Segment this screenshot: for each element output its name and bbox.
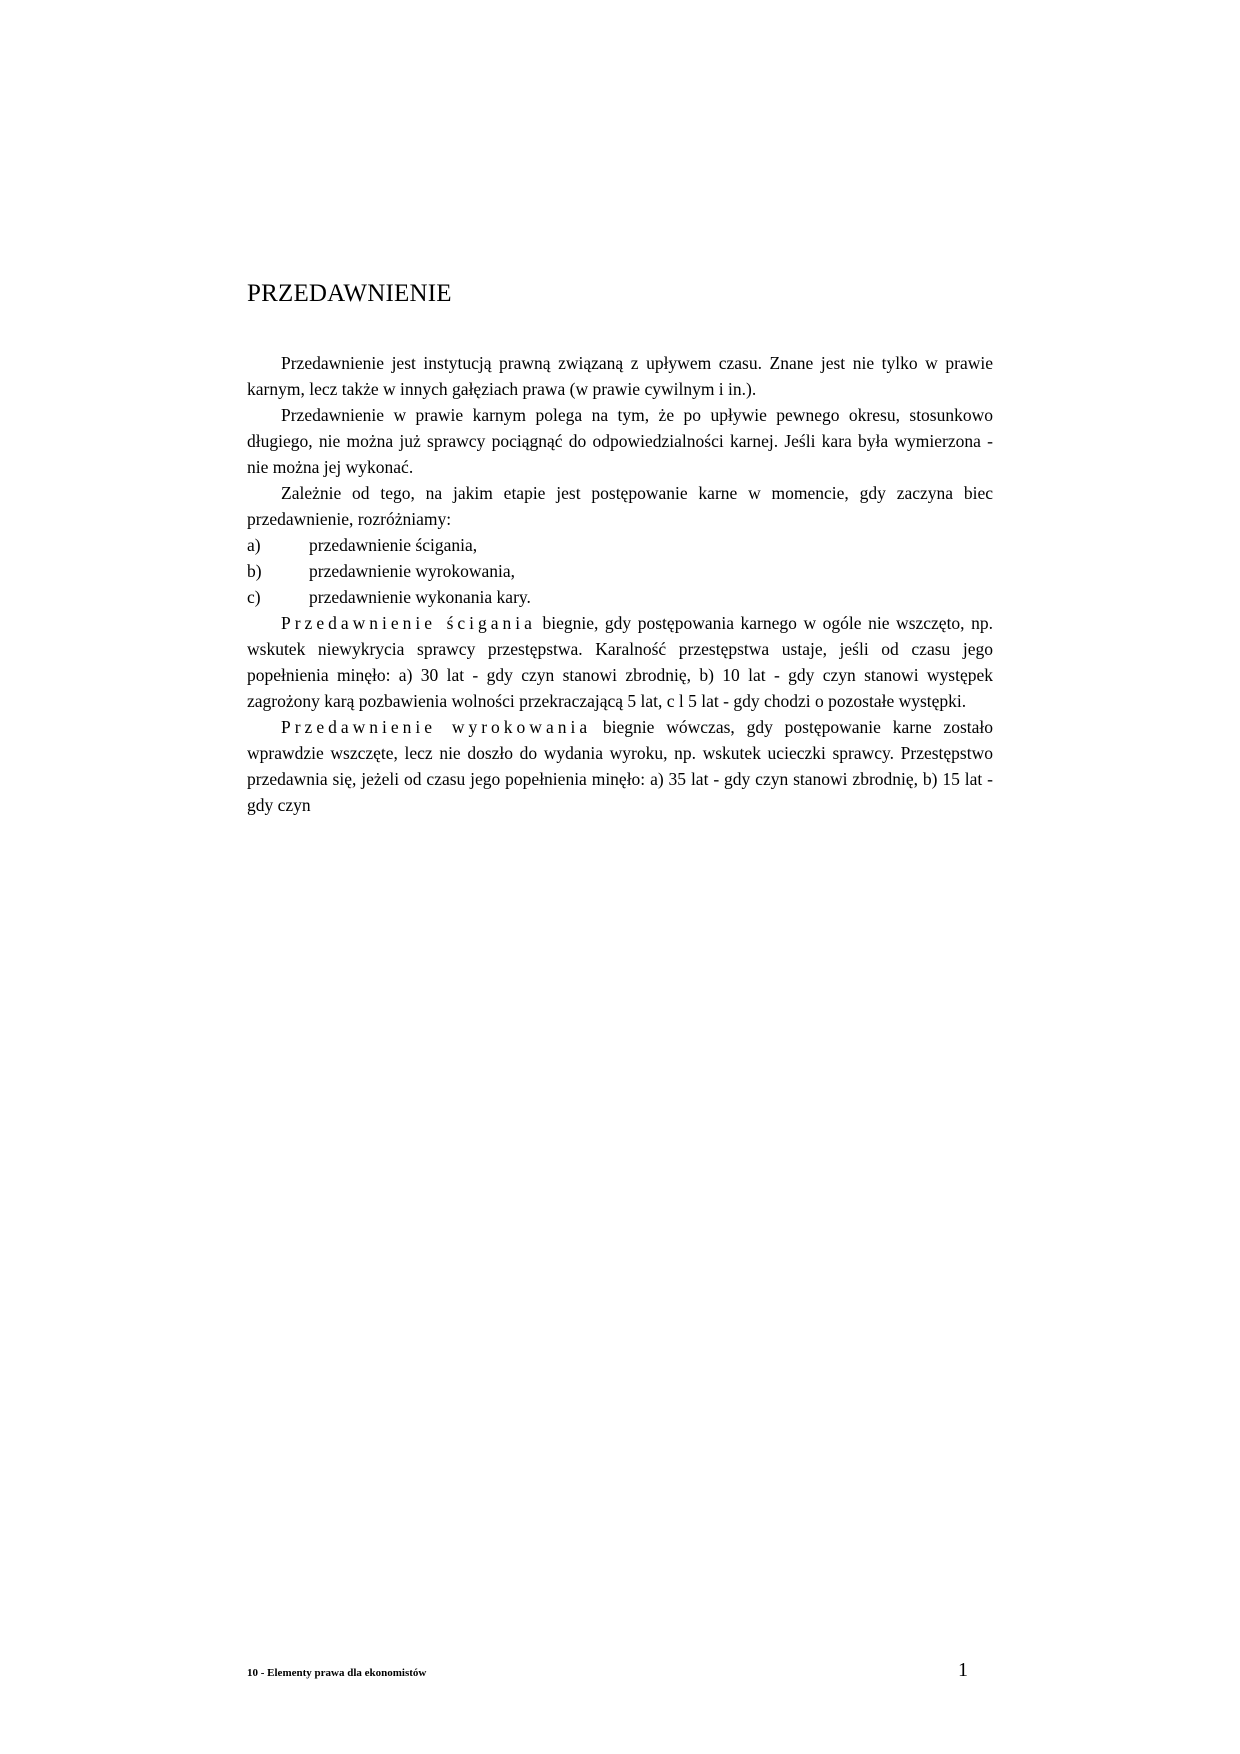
list-item-text: przedawnienie wyrokowania, <box>309 561 516 581</box>
types-list <box>247 532 993 610</box>
list-item-text: przedawnienie wykonania kary. <box>309 587 531 607</box>
footer-title: 10 - Elementy prawa dla ekonomistów <box>247 1667 427 1679</box>
paragraph-prosecution-text: biegnie, gdy postępowania karnego w ogóle nie wszczęto, np. wskutek niewykrycia sprawcy przestępstwa. Karalność przestępstwa ustaje, jeśli od czasu jego popełnienia minęło: a) 30 lat - gdy czyn stanowi zbrodnię, b) 10 lat - gdy czyn stanowi występek zagrożony karą pozbawienia wolności przekraczającą 5 lat, c l 5 lat - gdy chodzi o pozostałe występki. <box>247 613 993 711</box>
list-marker: c) <box>247 587 261 607</box>
list-marker: a) <box>247 535 261 555</box>
term-judgment: Przedawnienie wyrokowania <box>281 717 592 737</box>
paragraph-prosecution <box>247 610 993 714</box>
list-item <box>247 584 993 610</box>
term-prosecution: Przedawnienie ścigania <box>281 613 536 633</box>
paragraph-judgment-text: biegnie wówczas, gdy postępowanie karne zostało wprawdzie wszczęte, lecz nie doszło do wydania wyroku, np. wskutek ucieczki sprawcy. Przestępstwo przedawnia się, jeżeli od czasu jego popełnienia minęło: a) 35 lat - gdy czyn stanowi zbrodnię, b) 15 lat - gdy czyn <box>247 717 993 815</box>
list-item <box>247 558 993 584</box>
list-item <box>247 532 993 558</box>
paragraph-stages: Zależnie od tego, na jakim etapie jest postępowanie karne w momencie, gdy zaczyna biec przedawnienie, rozróżniamy: <box>247 483 993 529</box>
list-marker: b) <box>247 561 262 581</box>
page-number: 1 <box>958 1659 968 1681</box>
document-body <box>247 280 993 818</box>
paragraph-criminal-law: Przedawnienie w prawie karnym polega na tym, że po upływie pewnego okresu, stosunkowo długiego, nie można już sprawcy pociągnąć do odpowiedzialności karnej. Jeśli kara była wymierzona - nie można jej wykonać. <box>247 405 993 477</box>
page-title: PRZEDAWNIENIE <box>247 280 452 307</box>
list-item-text: przedawnienie ścigania, <box>309 535 478 555</box>
paragraph-definition: Przedawnienie jest instytucją prawną związaną z upływem czasu. Znane jest nie tylko w prawie karnym, lecz także w innych gałęziach prawa (w prawie cywilnym i in.). <box>247 353 993 399</box>
paragraph-judgment <box>247 714 993 818</box>
